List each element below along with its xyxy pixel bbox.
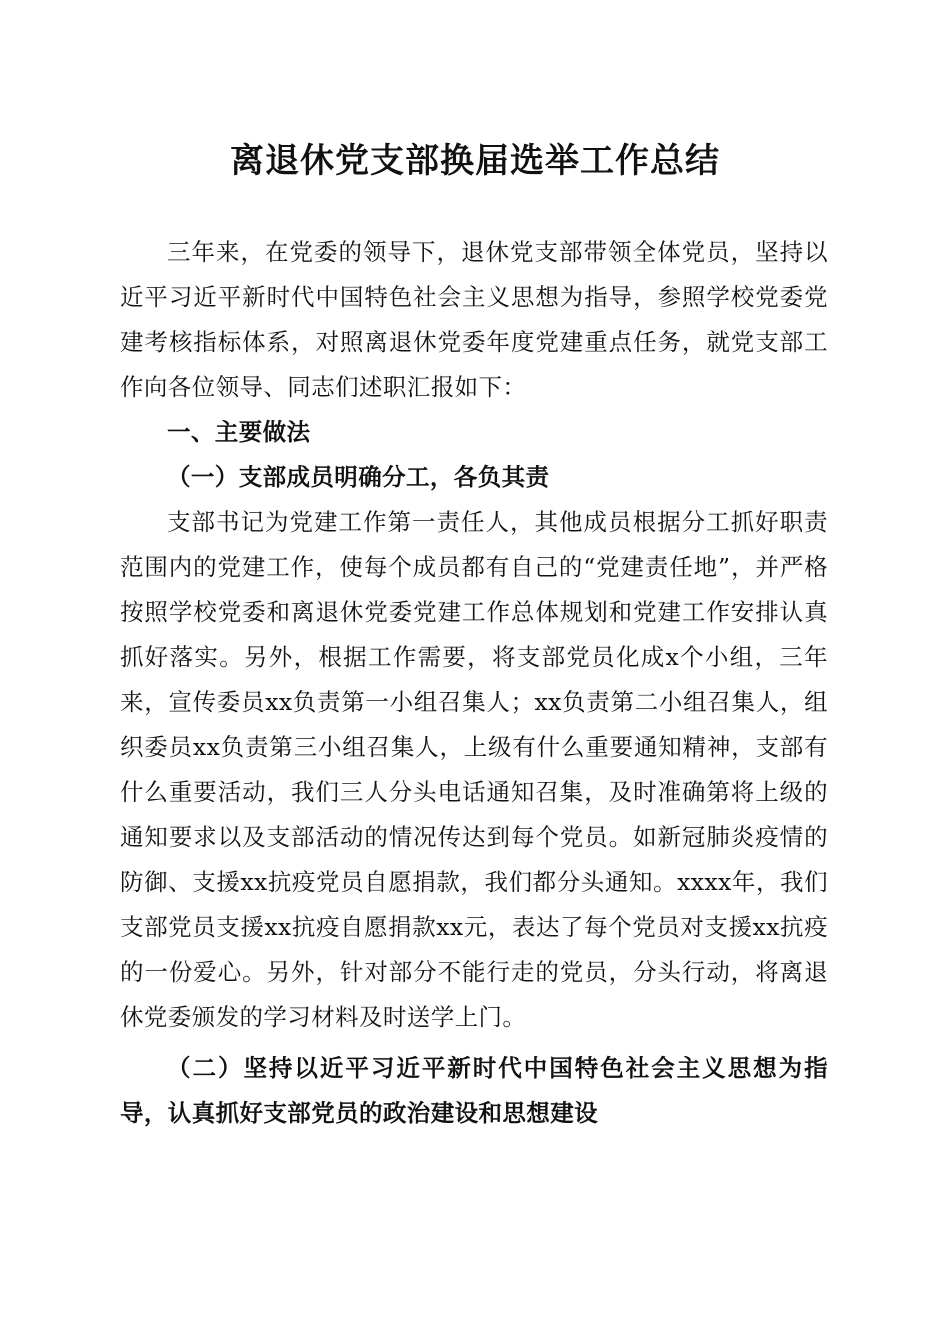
document-title: 离退休党支部换届选举工作总结 [230,141,720,181]
section-heading-main-practices: 一、主要做法 [167,418,311,446]
subsection-paragraph-division-of-labor: 支部书记为党建工作第一责任人，其他成员根据分工抓好职责范围内的党建工作，使每个成员都有自己的“党建责任地”，并严格按照学校党委和离退休党委党建工作总体规划和党建工作安排认真抓好落实。另外，根据工作需要，将支部党员化成x个小组，三年来，宣传委员xx负责第一小组召集人；xx负责第二小组召集人，组织委员xx负责第三小组召集人，上级有什么重要通知精神，支部有什么重要活动，我们三人分头电话通知召集，及时准确第将上级的通知要求以及支部活动的情况传达到每个党员。如新冠肺炎疫情的防御、支援xx抗疫党员自愿捐款，我们都分头通知。xxxx年，我们支部党员支援xx抗疫自愿捐款xx元，表达了每个党员对支援xx抗疫的一份爱心。另外，针对部分不能行走的党员，分头行动，将离退休党委颁发的学习材料及时送学上门。 [120,508,828,1031]
document-body [120,230,828,1136]
intro-paragraph: 三年来，在党委的领导下，退休党支部带领全体党员，坚持以近平习近平新时代中国特色社会主义思想为指导，参照学校党委党建考核指标体系，对照离退休党委年度党建重点任务，就党支部工作向各位领导、同志们述职汇报如下： [120,238,828,401]
subsection-heading-political-building: （二）坚持以近平习近平新时代中国特色社会主义思想为指导，认真抓好支部党员的政治建设和思想建设 [120,1054,828,1127]
subsection-heading-division-of-labor: （一）支部成员明确分工，各负其责 [167,463,550,491]
